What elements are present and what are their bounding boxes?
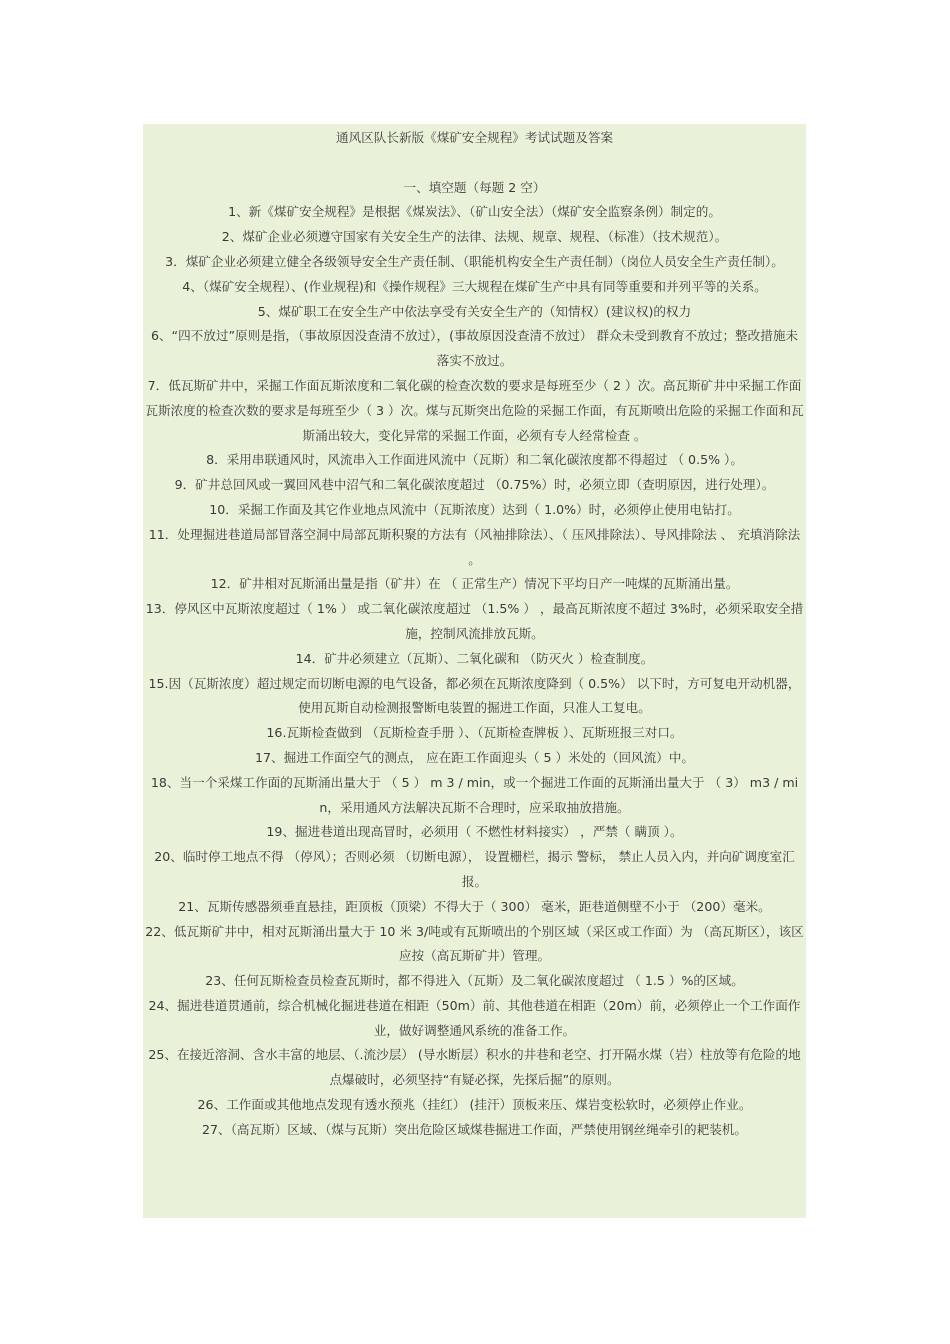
question-16: 16.瓦斯检查做到 （瓦斯检查手册 ）、（瓦斯检查牌板 ）、瓦斯班报三对口。 [266,725,683,741]
question-10: 10．采掘工作面及其它作业地点风流中（瓦斯浓度）达到（ 1.0%）时，必须停止使用电钻打。 [209,501,740,517]
question-20: 20、临时停工地点不得 （停风）；否则必须 （切断电源）， 设置栅栏，揭示 警标， 禁止人员入内，并向矿调度室汇报。 [154,849,795,889]
section-heading: 一、填空题（每题 2 空） [403,179,546,195]
question-26: 26、工作面或其他地点发现有透水预兆（挂红） (挂汗）顶板来压、煤岩变松软时，必须停止作业。 [197,1097,752,1113]
question-1: 1、新《煤矿安全规程》是根据《煤炭法》、（矿山安全法）（煤矿安全监察条例）制定的。 [228,204,721,220]
question-7: 7．低瓦斯矿井中，采掘工作面瓦斯浓度和二氧化碳的检查次数的要求是每班至少（ 2 ）次。高瓦斯矿井中采掘工作面瓦斯浓度的检查次数的要求是每班至少（ 3 ）次。煤与瓦斯突出危险的采掘工作面，有瓦斯喷出危险的采掘工作面和瓦斯涌出较大，变化异常的采掘工作面，必须有专人经常检查 。 [145,377,804,443]
question-23: 23、任何瓦斯检查员检查瓦斯时，都不得进入（瓦斯）及二氧化碳浓度超过 （ 1.5 ）%的区域。 [205,973,744,989]
question-2: 2、煤矿企业必须遵守国家有关安全生产的法律、法规、规章、规程、（标准）（技术规范）。 [221,229,728,245]
question-22: 22、低瓦斯矿井中，相对瓦斯涌出量大于 10 米 3/吨或有瓦斯喷出的个别区域（采区或工作面）为 （高瓦斯区），该区应按（高瓦斯矿井）管理。 [145,923,804,964]
question-25: 25、在接近溶洞、含水丰富的地层、（.流沙层） (导水断层）积水的井巷和老空、打开隔水煤（岩）柱放等有危险的地点爆破时，必须坚持“有疑必探，先探后掘”的原则。 [148,1047,801,1088]
document-panel [143,124,806,1218]
question-9: 9．矿井总回风或一翼回风巷中沼气和二氧化碳浓度超过 （0.75%）时，必须立即（查明原因，进行处理）。 [174,477,775,493]
question-18: 18、当一个采煤工作面的瓦斯涌出量大于 （ 5 ） m 3 / min，或一个掘进工作面的瓦斯涌出量大于 （ 3） m3 / min，采用通风方法解决瓦斯不合理时，应采取抽放措施。 [150,774,799,815]
question-27: 27、（高瓦斯）区域、（煤与瓦斯）突出危险区域煤巷掘进工作面，严禁使用钢丝绳牵引的耙装机。 [202,1121,747,1137]
question-21: 21、瓦斯传感器须垂直悬挂，距顶板（顶梁）不得大于（ 300） 毫米，距巷道侧壁不小于 （200）毫米。 [178,898,771,914]
question-11: 11．处理掘进巷道局部冒落空洞中局部瓦斯积聚的方法有（风袖排除法）、（ 压风排除法）、导风排除法 、 充填消除法 。 [148,526,801,567]
question-12: 12．矿井相对瓦斯涌出量是指（矿井）在 （ 正常生产）情况下平均日产一吨煤的瓦斯涌出量。 [210,576,739,592]
question-17: 17、掘进工作面空气的测点， 应在距工作面迎头（ 5 ）米处的（回风流）中。 [254,749,695,765]
question-3: 3．煤矿企业必须建立健全各级领导安全生产责任制、（职能机构安全生产责任制）（岗位人员安全生产责任制）。 [165,253,784,269]
question-13: 13．停风区中瓦斯浓度超过（ 1% ） 或二氧化碳浓度超过 （1.5% ） ，最高瓦斯浓度不超过 3%时，必须采取安全措施，控制风流排放瓦斯。 [145,601,804,641]
question-4: 4、（煤矿安全规程）、(作业规程)和《操作规程》三大规程在煤矿生产中具有同等重要和并列平等的关系。 [182,278,767,294]
question-5: 5、煤矿职工在安全生产中依法享受有关安全生产的（知情权）(建议权)的权力 [257,303,692,319]
question-14: 14．矿井必须建立（瓦斯）、二氧化碳和 （防灭火 ）检查制度。 [295,650,654,666]
document-title: 通风区队长新版《煤矿安全规程》考试试题及答案 [335,130,614,145]
question-8: 8．采用串联通风时，风流串入工作面进风流中（瓦斯）和二氧化碳浓度都不得超过 （ 0.5% ）。 [206,452,743,468]
question-24: 24、掘进巷道贯通前，综合机械化掘进巷道在相距（50m）前、其他巷道在相距（20m）前，必须停止一个工作面作业，做好调整通风系统的准备工作。 [148,997,801,1038]
question-6: 6、“四不放过”原则是指，（事故原因没查清不放过），(事故原因没查清不放过） 群众未受到教育不放过；整改措施未落实不放过。 [150,328,799,369]
question-15: 15.因（瓦斯浓度）超过规定而切断电源的电气设备，都必须在瓦斯浓度降到（ 0.5%） 以下时，方可复电开动机器，使用瓦斯自动检测报警断电装置的掘进工作面，只准人工复电。 [148,675,801,716]
question-19: 19、掘进巷道出现高冒时，必须用（ 不燃性材料接实） ，严禁（ 瞒顶 ）。 [266,824,683,840]
